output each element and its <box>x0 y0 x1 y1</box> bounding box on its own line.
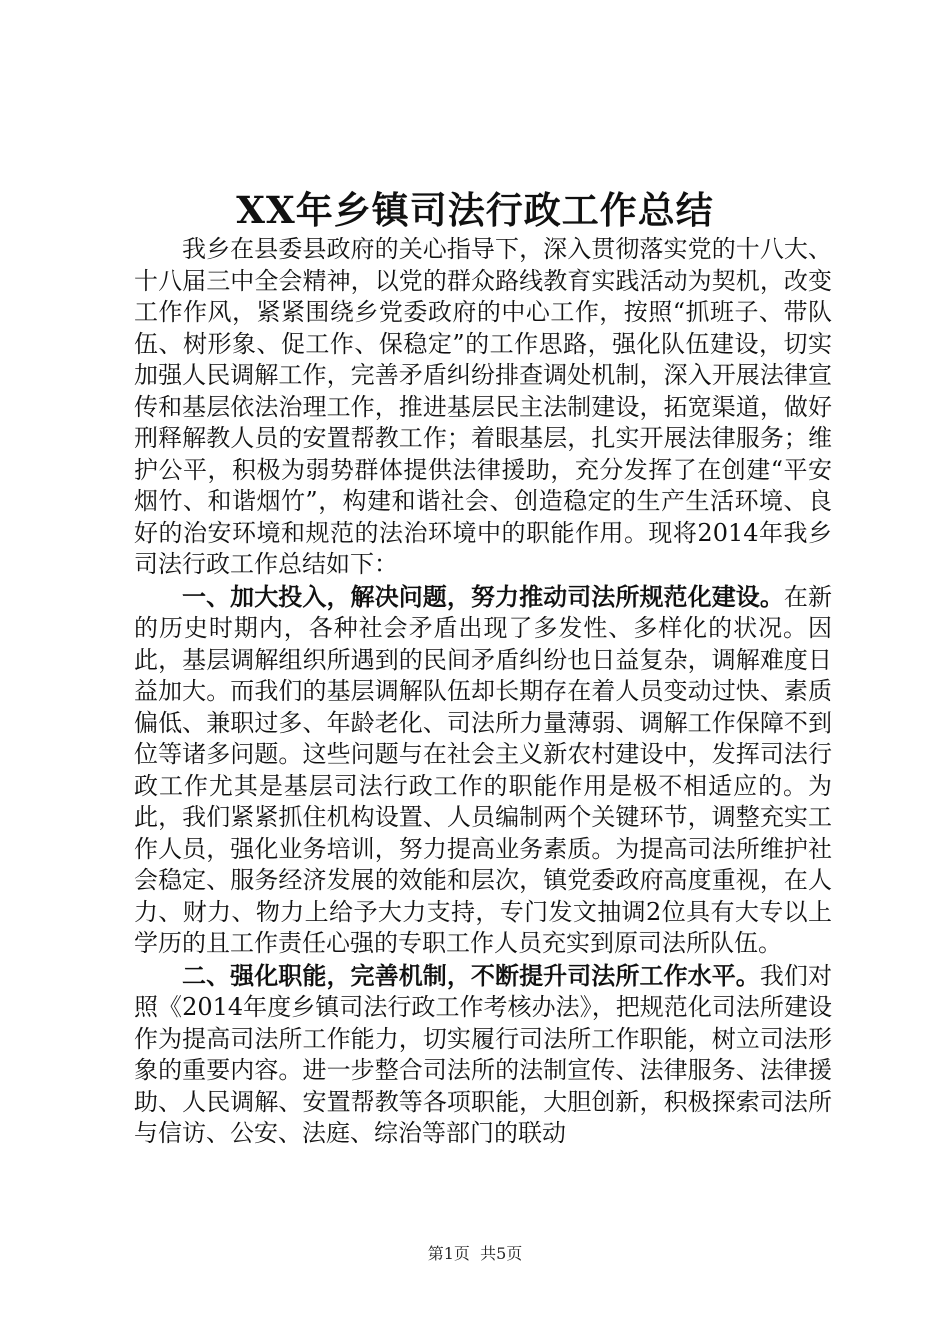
page-footer <box>0 1244 950 1264</box>
section-heading: 二、强化职能，完善机制，不断提升司法所工作水平。 <box>182 960 760 990</box>
document-body <box>134 234 832 1150</box>
paragraph-section-2 <box>134 960 832 1150</box>
section-heading: 一、加大投入，解决问题，努力推动司法所规范化建设。 <box>182 581 784 611</box>
paragraph-section-1 <box>134 581 832 960</box>
paragraph-text: 我乡在县委县政府的关心指导下，深入贯彻落实党的十八大、十八届三中全会精神，以党的群众路线教育实践活动为契机，改变工作作风，紧紧围绕乡党委政府的中心工作，按照“抓班子、带队伍、树形象、促工作、保稳定”的工作思路，强化队伍建设，切实加强人民调解工作，完善矛盾纠纷排查调处机制，深入开展法律宣传和基层依法治理工作，推进基层民主法制建设，拓宽渠道，做好刑释解教人员的安置帮教工作；着眼基层，扎实开展法律服务；维护公平，积极为弱势群体提供法律援助，充分发挥了在创建“平安烟竹、和谐烟竹”，构建和谐社会、创造稳定的生产生活环境、良好的治安环境和规范的法治环境中的职能作用。现将2014年我乡司法行政工作总结如下： <box>134 235 832 578</box>
paragraph-text: 在新的历史时期内，各种社会矛盾出现了多发性、多样化的状况。因此，基层调解组织所遇到的民间矛盾纠纷也日益复杂，调解难度日益加大。而我们的基层调解队伍却长期存在着人员变动过快、素质偏低、兼职过多、年龄老化、司法所力量薄弱、调解工作保障不到位等诸多问题。这些问题与在社会主义新农村建设中，发挥司法行政工作尤其是基层司法行政工作的职能作用是极不相适应的。为此，我们紧紧抓住机构设置、人员编制两个关键环节，调整充实工作人员，强化业务培训，努力提高业务素质。为提高司法所维护社会稳定、服务经济发展的效能和层次，镇党委政府高度重视，在人力、财力、物力上给予大力支持，专门发文抽调2位具有大专以上学历的且工作责任心强的专职工作人员充实到原司法所队伍。 <box>134 582 832 957</box>
paragraph-text: 我们对照《2014年度乡镇司法行政工作考核办法》，把规范化司法所建设作为提高司法所工作能力，切实履行司法所工作职能，树立司法形象的重要内容。进一步整合司法所的法制宣传、法律服务、法律援助、人民调解、安置帮教等各项职能，大胆创新，积极探索司法所与信访、公安、法庭、综治等部门的联动 <box>134 961 833 1147</box>
document-title: XX年乡镇司法行政工作总结 <box>236 188 714 232</box>
paragraph-intro <box>134 234 832 581</box>
page-number: 第1页 共5页 <box>427 1244 523 1263</box>
